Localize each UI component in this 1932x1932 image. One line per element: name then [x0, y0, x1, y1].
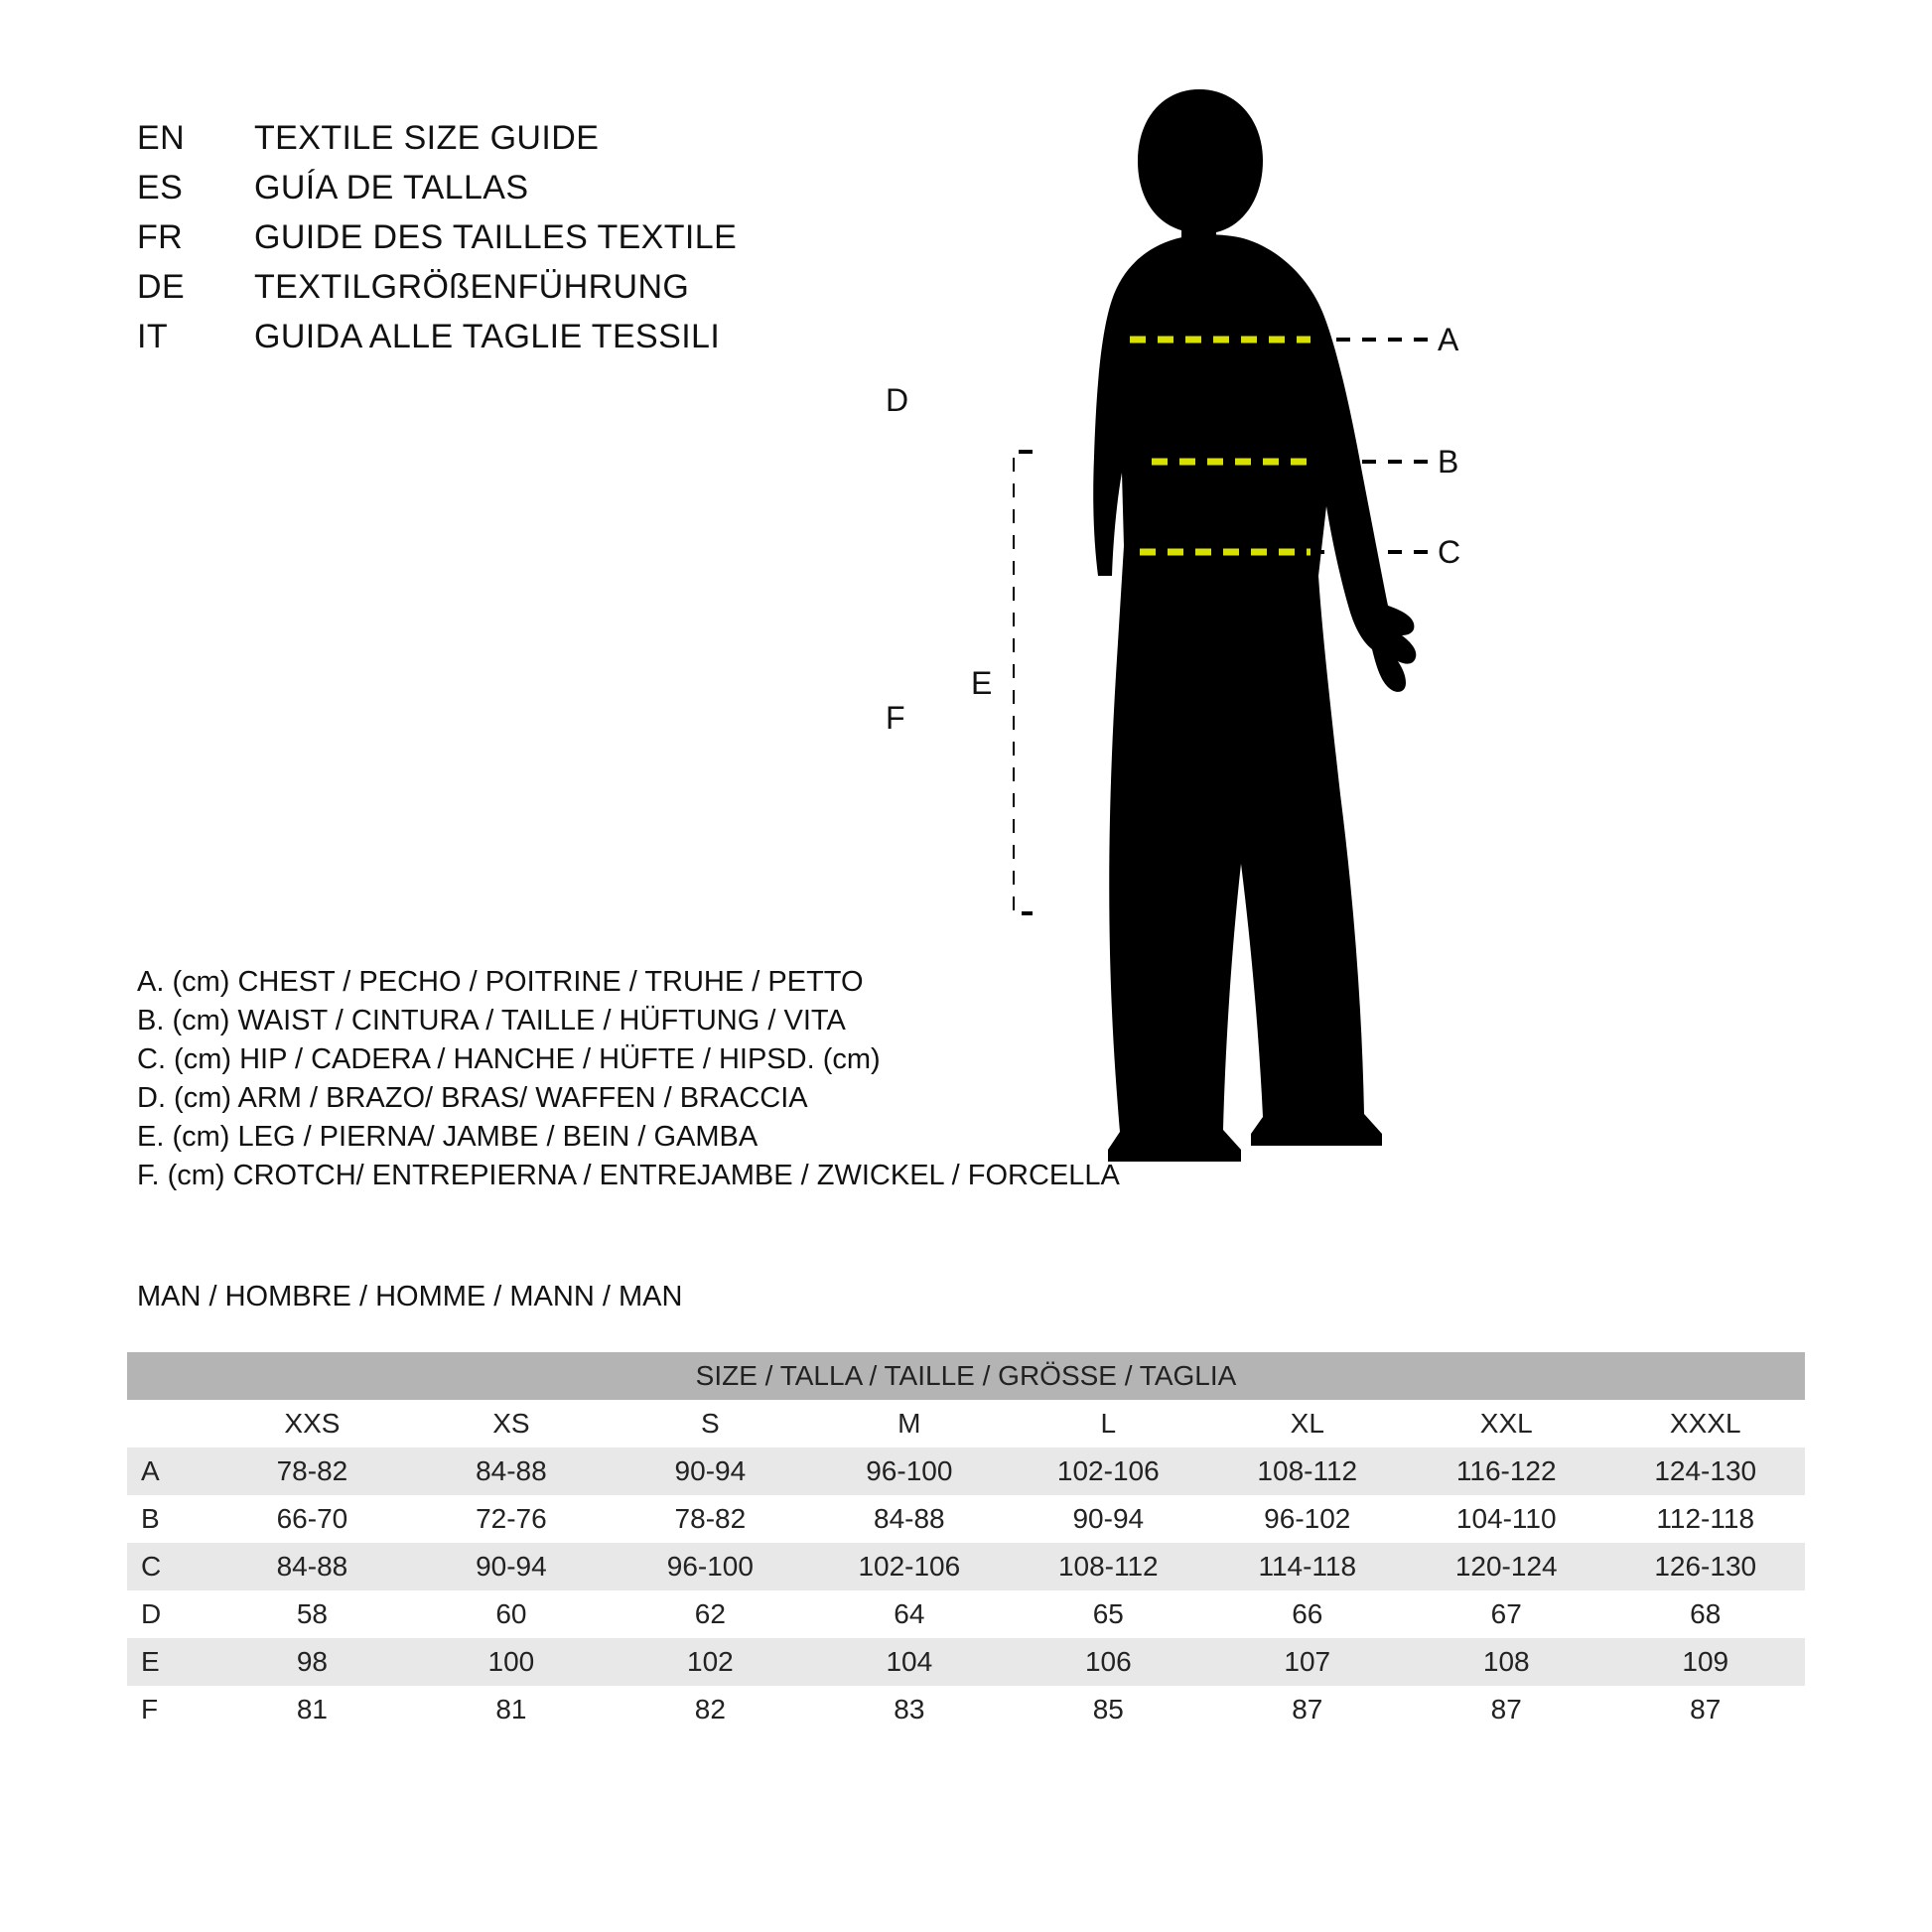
language-row [137, 169, 951, 218]
table-cell: 84-88 [810, 1495, 1009, 1543]
table-row [127, 1448, 1805, 1495]
language-row [137, 218, 951, 268]
language-title: GUIDE DES TAILLES TEXTILE [254, 218, 738, 256]
table-cell: 66 [1208, 1590, 1407, 1638]
row-letter: A [127, 1448, 212, 1495]
table-column-header: M [810, 1400, 1009, 1448]
table-band-title: SIZE / TALLA / TAILLE / GRÖSSE / TAGLIA [127, 1352, 1805, 1400]
language-row [137, 119, 951, 169]
table-cell: 81 [212, 1686, 411, 1733]
table-column-header: S [611, 1400, 809, 1448]
table-cell: 58 [212, 1590, 411, 1638]
table-row [127, 1686, 1805, 1733]
row-letter: E [127, 1638, 212, 1686]
gender-note: MAN / HOMBRE / HOMME / MANN / MAN [137, 1281, 683, 1312]
table-cell: 66-70 [212, 1495, 411, 1543]
table-cell: 116-122 [1407, 1448, 1605, 1495]
table-cell: 96-100 [611, 1543, 809, 1590]
table-cell: 120-124 [1407, 1543, 1605, 1590]
table-header-row [127, 1400, 1805, 1448]
table-cell: 62 [611, 1590, 809, 1638]
language-row [137, 318, 951, 367]
table-cell: 100 [412, 1638, 611, 1686]
table-band-title-row [127, 1352, 1805, 1400]
table-row [127, 1495, 1805, 1543]
table-cell: 102 [611, 1638, 809, 1686]
legend-item-e: E. (cm) LEG / PIERNA/ JAMBE / BEIN / GAMBA [137, 1121, 759, 1153]
legend-item-c: C. (cm) HIP / CADERA / HANCHE / HÜFTE / HIPSD. (cm) [137, 1043, 881, 1075]
table-cell: 68 [1605, 1590, 1805, 1638]
row-letter: C [127, 1543, 212, 1590]
table-cell: 82 [611, 1686, 809, 1733]
table-cell: 102-106 [1009, 1448, 1207, 1495]
legend-item-d: D. (cm) ARM / BRAZO/ BRAS/ WAFFEN / BRACCIA [137, 1082, 808, 1114]
figure-label-e: E [971, 665, 993, 701]
table-cell: 124-130 [1605, 1448, 1805, 1495]
table-cell: 87 [1605, 1686, 1805, 1733]
table-cell: 78-82 [212, 1448, 411, 1495]
row-letter: F [127, 1686, 212, 1733]
table-cell: 65 [1009, 1590, 1207, 1638]
table-cell: 108-112 [1208, 1448, 1407, 1495]
size-table-wrap [127, 1352, 1805, 1733]
table-cell: 90-94 [412, 1543, 611, 1590]
bracket-e [1013, 452, 1033, 913]
table-column-header: XL [1208, 1400, 1407, 1448]
table-column-header: XXL [1407, 1400, 1605, 1448]
language-code: DE [137, 268, 186, 306]
row-letter: D [127, 1590, 212, 1638]
legend-block [137, 968, 1179, 1200]
language-row [137, 268, 951, 318]
table-cell: 83 [810, 1686, 1009, 1733]
legend-item-f: F. (cm) CROTCH/ ENTREPIERNA / ENTREJAMBE / ZWICKEL / FORCELLA [137, 1160, 1120, 1191]
table-corner-cell [127, 1400, 212, 1448]
table-cell: 108 [1407, 1638, 1605, 1686]
table-cell: 96-102 [1208, 1495, 1407, 1543]
table-cell: 87 [1208, 1686, 1407, 1733]
table-cell: 67 [1407, 1590, 1605, 1638]
table-column-header: XXXL [1605, 1400, 1805, 1448]
table-cell: 84-88 [412, 1448, 611, 1495]
table-cell: 60 [412, 1590, 611, 1638]
size-table [127, 1352, 1805, 1733]
figure-label-d: D [886, 382, 909, 418]
table-cell: 98 [212, 1638, 411, 1686]
figure-label-f: F [886, 700, 905, 736]
language-title: TEXTILE SIZE GUIDE [254, 119, 600, 157]
table-column-header: XS [412, 1400, 611, 1448]
legend-item-b: B. (cm) WAIST / CINTURA / TAILLE / HÜFTUNG / VITA [137, 1005, 846, 1036]
table-row [127, 1590, 1805, 1638]
language-code: EN [137, 119, 186, 157]
figure-label-c: C [1438, 534, 1461, 570]
table-cell: 64 [810, 1590, 1009, 1638]
language-code: ES [137, 169, 184, 207]
table-cell: 72-76 [412, 1495, 611, 1543]
table-column-header: L [1009, 1400, 1207, 1448]
table-cell: 90-94 [1009, 1495, 1207, 1543]
row-letter: B [127, 1495, 212, 1543]
table-cell: 90-94 [611, 1448, 809, 1495]
table-row [127, 1543, 1805, 1590]
table-cell: 85 [1009, 1686, 1207, 1733]
table-cell: 108-112 [1009, 1543, 1207, 1590]
table-cell: 81 [412, 1686, 611, 1733]
table-cell: 78-82 [611, 1495, 809, 1543]
language-title: TEXTILGRÖßENFÜHRUNG [254, 268, 690, 306]
table-cell: 114-118 [1208, 1543, 1407, 1590]
figure-label-a: A [1438, 322, 1459, 357]
table-cell: 107 [1208, 1638, 1407, 1686]
legend-item-a: A. (cm) CHEST / PECHO / POITRINE / TRUHE / PETTO [137, 966, 864, 998]
figure-label-b: B [1438, 444, 1459, 480]
language-title-block [137, 119, 951, 367]
table-cell: 96-100 [810, 1448, 1009, 1495]
language-title: GUÍA DE TALLAS [254, 169, 529, 207]
language-title: GUIDA ALLE TAGLIE TESSILI [254, 318, 721, 355]
language-code: FR [137, 218, 184, 256]
table-column-header: XXS [212, 1400, 411, 1448]
language-code: IT [137, 318, 169, 355]
table-cell: 104-110 [1407, 1495, 1605, 1543]
table-cell: 84-88 [212, 1543, 411, 1590]
table-cell: 104 [810, 1638, 1009, 1686]
table-row [127, 1638, 1805, 1686]
table-cell: 109 [1605, 1638, 1805, 1686]
table-cell: 106 [1009, 1638, 1207, 1686]
table-cell: 112-118 [1605, 1495, 1805, 1543]
table-cell: 102-106 [810, 1543, 1009, 1590]
table-cell: 87 [1407, 1686, 1605, 1733]
table-cell: 126-130 [1605, 1543, 1805, 1590]
